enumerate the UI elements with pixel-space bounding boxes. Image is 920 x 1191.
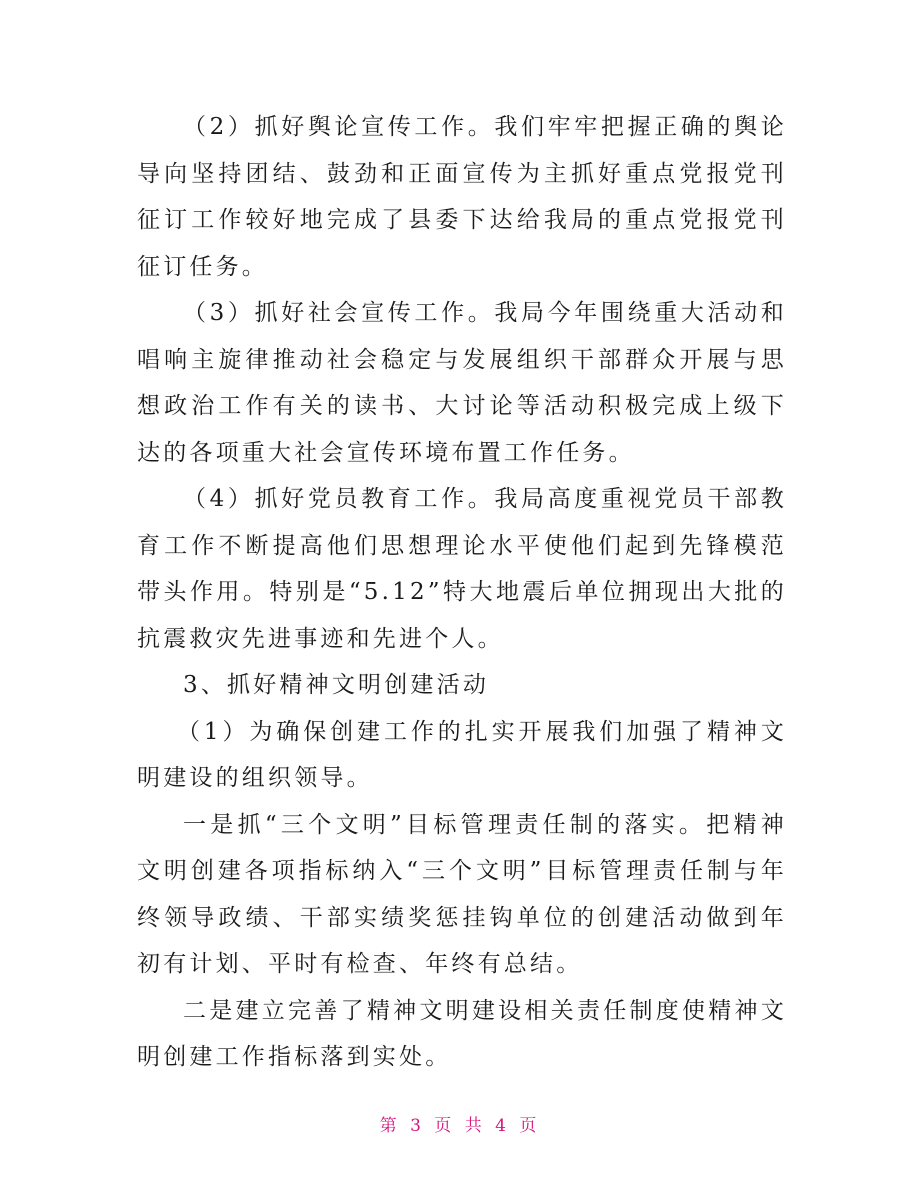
section-heading-civilization: 3、抓好精神文明创建活动 xyxy=(183,672,490,698)
page-footer xyxy=(0,1111,920,1136)
paragraph-party-education: （4）抓好党员教育工作。我局高度重视党员干部教育工作不断提高他们思想理论水平使他们起到先锋模范带头作用。特别是“5.12”特大地震后单位拥现出大批的抗震救灾先进事迹和先进个人。 xyxy=(137,486,787,652)
paragraph-social-publicity: （3）抓好社会宣传工作。我局今年围绕重大活动和唱响主旋律推动社会稳定与发展组织干部群众开展与思想政治工作有关的读书、大讨论等活动积极完成上级下达的各项重大社会宣传环境布置工作任务。 xyxy=(137,300,787,466)
paragraph-responsibility-rules: 二是建立完善了精神文明建设相关责任制度使精神文明创建工作指标落到实处。 xyxy=(137,997,787,1070)
document-body xyxy=(137,104,787,1081)
page-number-label: 第 3 页 共 4 页 xyxy=(379,1116,541,1136)
paragraph-responsibility-system: 一是抓“三个文明”目标管理责任制的落实。把精神文明创建各项指标纳入“三个文明”目标管理责任制与年终领导政绩、干部实绩奖惩挂钩单位的创建活动做到年初有计划、平时有检查、年终有总结。 xyxy=(137,811,787,977)
paragraph-organization-leadership: （1）为确保创建工作的扎实开展我们加强了精神文明建设的组织领导。 xyxy=(137,718,787,791)
paragraph-public-opinion: （2）抓好舆论宣传工作。我们牢牢把握正确的舆论导向坚持团结、鼓劲和正面宣传为主抓好重点党报党刊征订工作较好地完成了县委下达给我局的重点党报党刊征订任务。 xyxy=(137,114,787,280)
